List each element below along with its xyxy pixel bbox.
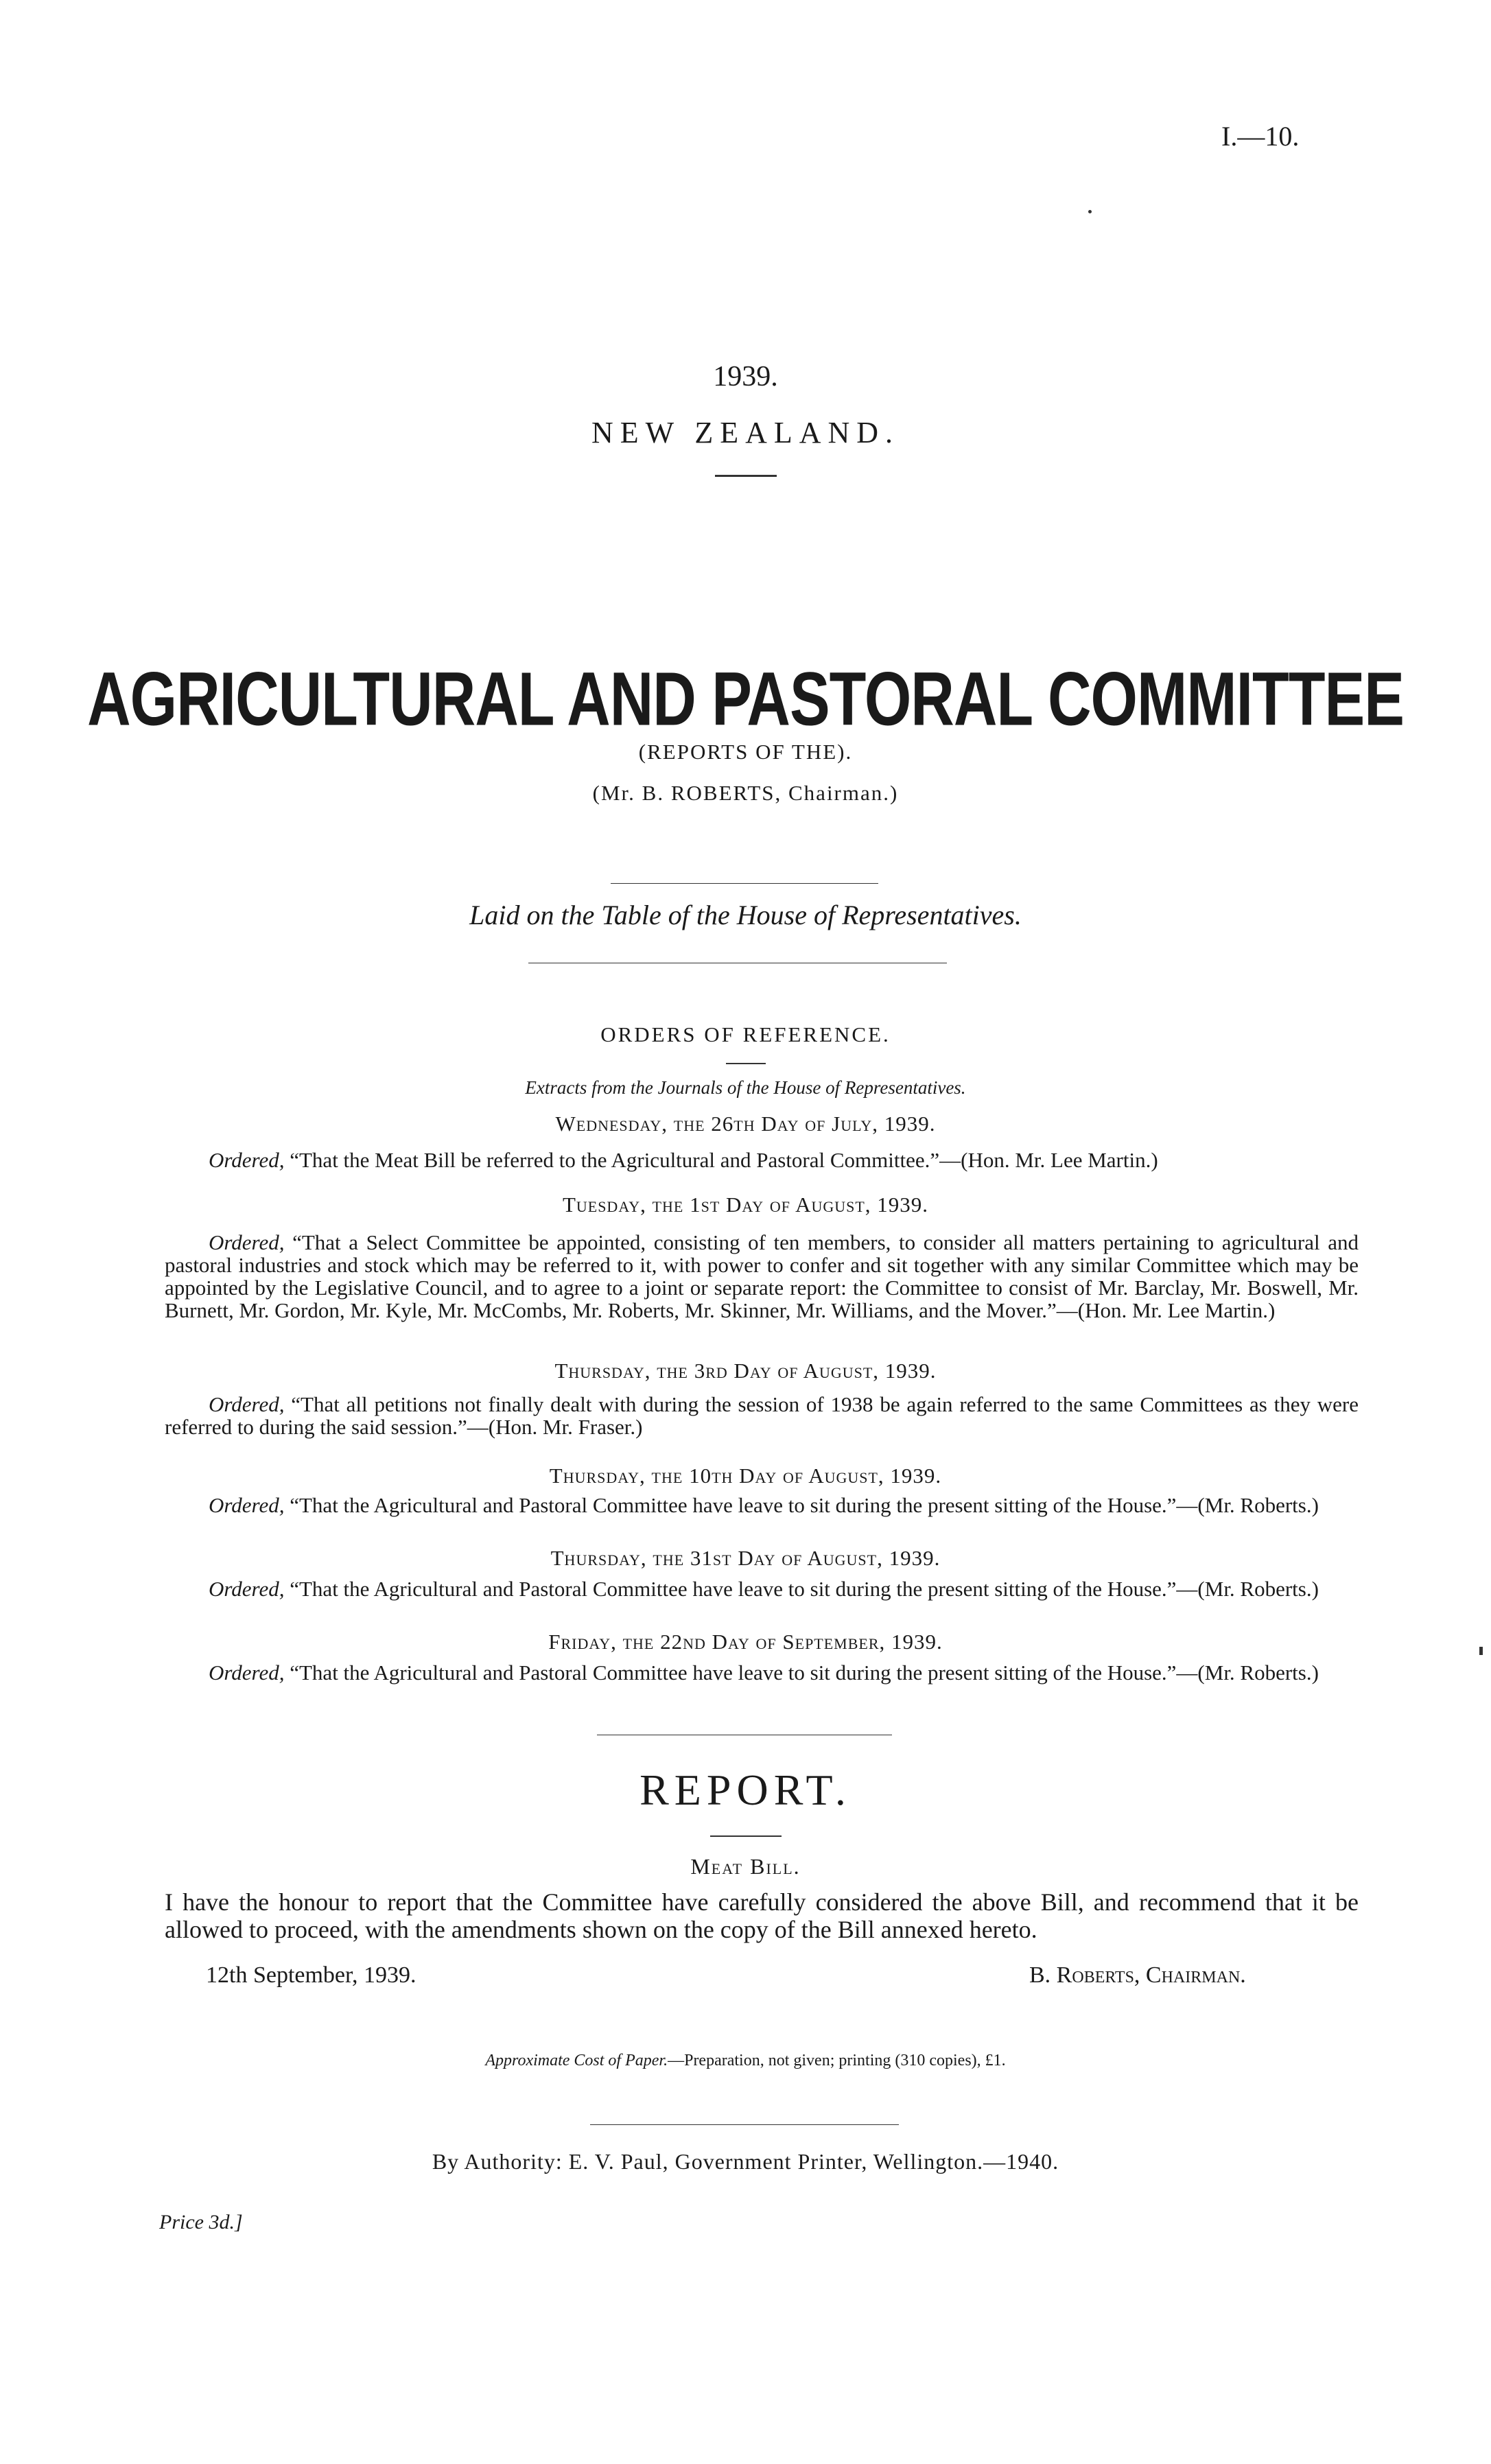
order-date: Thursday, the 10th Day of August, 1939.: [549, 1464, 942, 1488]
order-text: Ordered, “That the Meat Bill be referred to the Agricultural and Pastoral Committee.”—(Hon. Mr. Lee Martin.): [209, 1148, 1158, 1172]
order-text: Ordered, “That all petitions not finally dealt with during the session of 1938 be again referred to the same Committees as they were referred to during the said session.”—(Hon. Mr. Fraser.): [165, 1392, 1359, 1439]
chairman-line: (Mr. B. ROBERTS, Chairman.): [592, 781, 899, 805]
authority-line: By Authority: E. V. Paul, Government Printer, Wellington.—1940.: [432, 2149, 1059, 2174]
orders-heading: ORDERS OF REFERENCE.: [600, 1022, 891, 1046]
report-date: 12th September, 1939.: [206, 1962, 416, 1988]
heading-rule: [726, 1063, 766, 1064]
print-mark: [1479, 1647, 1483, 1655]
order-date: Wednesday, the 26th Day of July, 1939.: [555, 1112, 936, 1136]
report-text: I have the honour to report that the Committee have carefully considered the above Bill, and recommend that it be allowed to proceed, with the amendments shown on the copy of the Bill annexed hereto.: [165, 1888, 1359, 1943]
cost-line: Approximate Cost of Paper.—Preparation, not given; printing (310 copies), £1.: [485, 2052, 1006, 2069]
heading-rule: [710, 1835, 782, 1837]
order-text: Ordered, “That the Agricultural and Pastoral Committee have leave to sit during the present sitting of the House.”—(Mr. Roberts.): [209, 1577, 1319, 1601]
order-text: Ordered, “That the Agricultural and Pastoral Committee have leave to sit during the present sitting of the House.”—(Mr. Roberts.): [209, 1661, 1319, 1685]
laid-on-table: Laid on the Table of the House of Representatives.: [469, 900, 1022, 930]
order-date: Thursday, the 31st Day of August, 1939.: [550, 1546, 941, 1570]
subtitle: (REPORTS OF THE).: [638, 740, 853, 764]
order-text: Ordered, “That the Agricultural and Pastoral Committee have leave to sit during the present sitting of the House.”—(Mr. Roberts.): [209, 1493, 1319, 1517]
paper-number: I.—10.: [1221, 121, 1300, 152]
divider: [590, 2124, 899, 2125]
order-text: Ordered, “That a Select Committee be appointed, consisting of ten members, to consider all matters pertaining to agricultural and pastoral industries and stock which may be referred to it, with power to confer and sit together with any similar Committee which may be appointed by the Legislative Council, and to agree to a joint or separate report: the Committee to consist of Mr. Barclay, Mr. Boswell, Mr. Burnett, Mr. Gordon, Mr. Kyle, Mr. McCombs, Mr. Roberts, Mr. Skinner, Mr. Williams, and the Mover.”—(Hon. Mr. Lee Martin.): [165, 1230, 1359, 1322]
order-date: Tuesday, the 1st Day of August, 1939.: [562, 1193, 929, 1217]
header-rule: [715, 475, 777, 477]
year: 1939.: [713, 361, 778, 392]
report-signature: B. Roberts, Chairman.: [1029, 1962, 1246, 1988]
extracts-line: Extracts from the Journals of the House of Representatives.: [525, 1077, 966, 1098]
country: NEW ZEALAND.: [591, 416, 900, 449]
report-subject: Meat Bill.: [690, 1854, 801, 1879]
order-date: Friday, the 22nd Day of September, 1939.: [548, 1630, 943, 1654]
print-mark: [1088, 210, 1092, 213]
report-heading: REPORT.: [639, 1765, 852, 1814]
order-date: Thursday, the 3rd Day of August, 1939.: [554, 1359, 937, 1383]
price: Price 3d.]: [159, 2211, 243, 2233]
page-title: AGRICULTURAL AND PASTORAL COMMITTEE: [87, 656, 1404, 741]
divider: [611, 883, 878, 884]
